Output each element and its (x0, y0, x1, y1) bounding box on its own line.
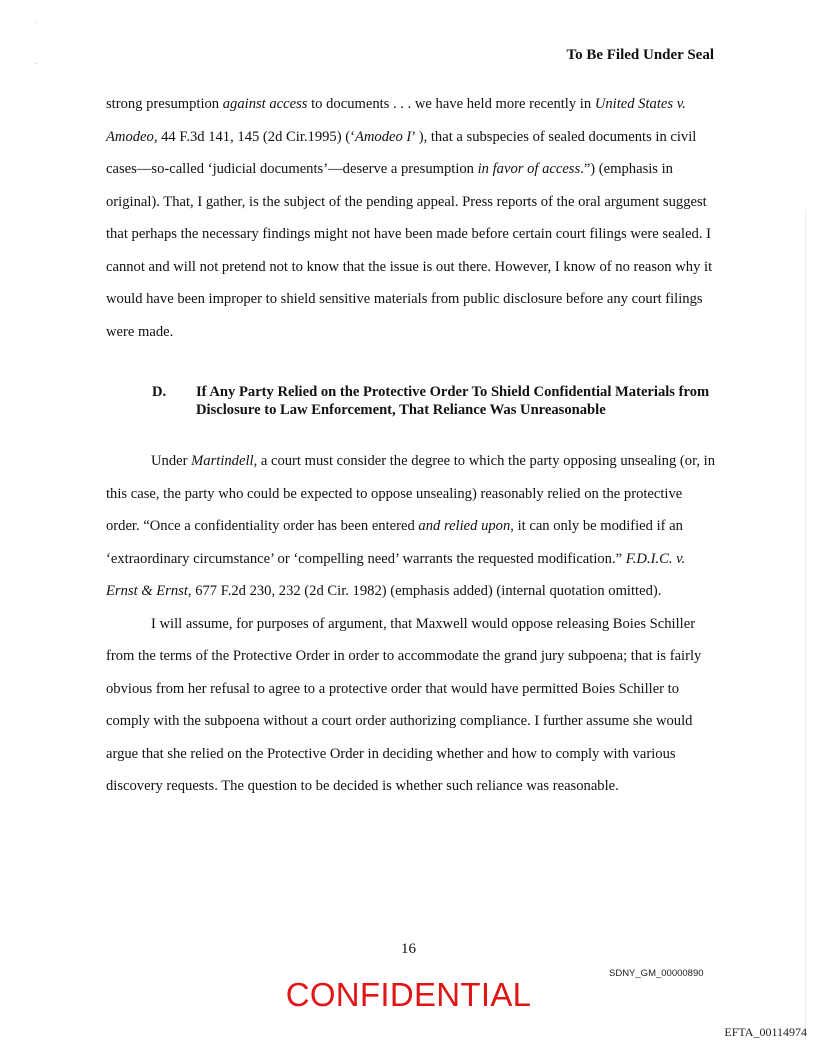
case-short-name: Amodeo I (354, 128, 412, 145)
emphasis-text: against access (222, 96, 308, 112)
section-heading-text: If Any Party Relied on the Protective Order To Shield Confidential Materials from Disclosure to Law Enforcement, That Reliance Was Unreasonable (196, 384, 710, 418)
text-segment: , it can only be modified if an ‘extraordinary circumstance’ or ‘compelling need’ warrants the requested modification.” (106, 518, 683, 567)
text-segment: , 44 F.3d 141, 145 (2d Cir.1995) (‘ (153, 128, 355, 145)
text-segment: strong presumption (106, 96, 223, 112)
paragraph-maxwell (106, 608, 716, 803)
scan-mark-bottom (36, 63, 37, 64)
text-segment: I will assume, for purposes of argument, that Maxwell would oppose releasing Boies Schiller from the terms of the Protective Order in order to accommodate the grand jury subpoena; that is fairly obvious from her refusal to agree to a protective order that would have permitted Boies Schiller to comply with the subpoena without a court order authorizing compliance. I further assume she would argue that she relied on the Protective Order in deciding whether and how to comply with various discovery requests. The question to be decided is whether such reliance was reasonable. (106, 615, 702, 794)
scan-mark-top (36, 22, 37, 23)
emphasis-text: in favor of access (477, 161, 581, 177)
page-number: 16 (401, 941, 416, 957)
section-heading-d (152, 384, 712, 419)
section-letter: D. (152, 384, 167, 400)
paragraph-block-1 (106, 88, 716, 348)
paragraph-martindell (106, 445, 716, 608)
text-segment: Under (151, 453, 192, 469)
text-segment: to documents . . . we have held more recently in (307, 96, 595, 112)
scan-edge-line (805, 210, 806, 1040)
case-short-name: Martindell (191, 453, 254, 469)
text-segment: .”) (emphasis in original). That, I gather, is the subject of the pending appeal. Press reports of the oral argument suggest that perhaps the necessary findings might not have been made before certain court filings were sealed. I cannot and will not pretend not to know that the issue is out there. However, I know of no reason why it would have been improper to shield sensitive materials from public disclosure before any court filings were made. (106, 161, 713, 340)
paragraph-block-2 (106, 445, 716, 803)
text-segment: ’ ), that a subspecies of sealed documents in civil cases—so-called ‘judicial documents’—deserve a presumption (106, 128, 697, 177)
text-segment: , 677 F.2d 230, 232 (2d Cir. 1982) (emphasis added) (internal quotation omitted). (187, 583, 662, 599)
text-segment: , a court must consider the degree to which the party opposing unsealing (or, in this case, the party who could be expected to oppose unsealing) reasonably relied on the protective order. “Once a confidentiality order has been entered (106, 453, 715, 534)
seal-notice: To Be Filed Under Seal (566, 47, 714, 63)
paragraph-continuation (106, 88, 716, 348)
case-citation: United States v. Amodeo (106, 96, 686, 145)
case-citation: F.D.I.C. v. Ernst & Ernst (106, 550, 686, 599)
efta-number: EFTA_00114974 (724, 1025, 807, 1039)
emphasis-text: and relied upon (418, 518, 511, 534)
bates-number: SDNY_GM_00000890 (609, 968, 704, 979)
confidential-stamp: CONFIDENTIAL (285, 976, 532, 1013)
